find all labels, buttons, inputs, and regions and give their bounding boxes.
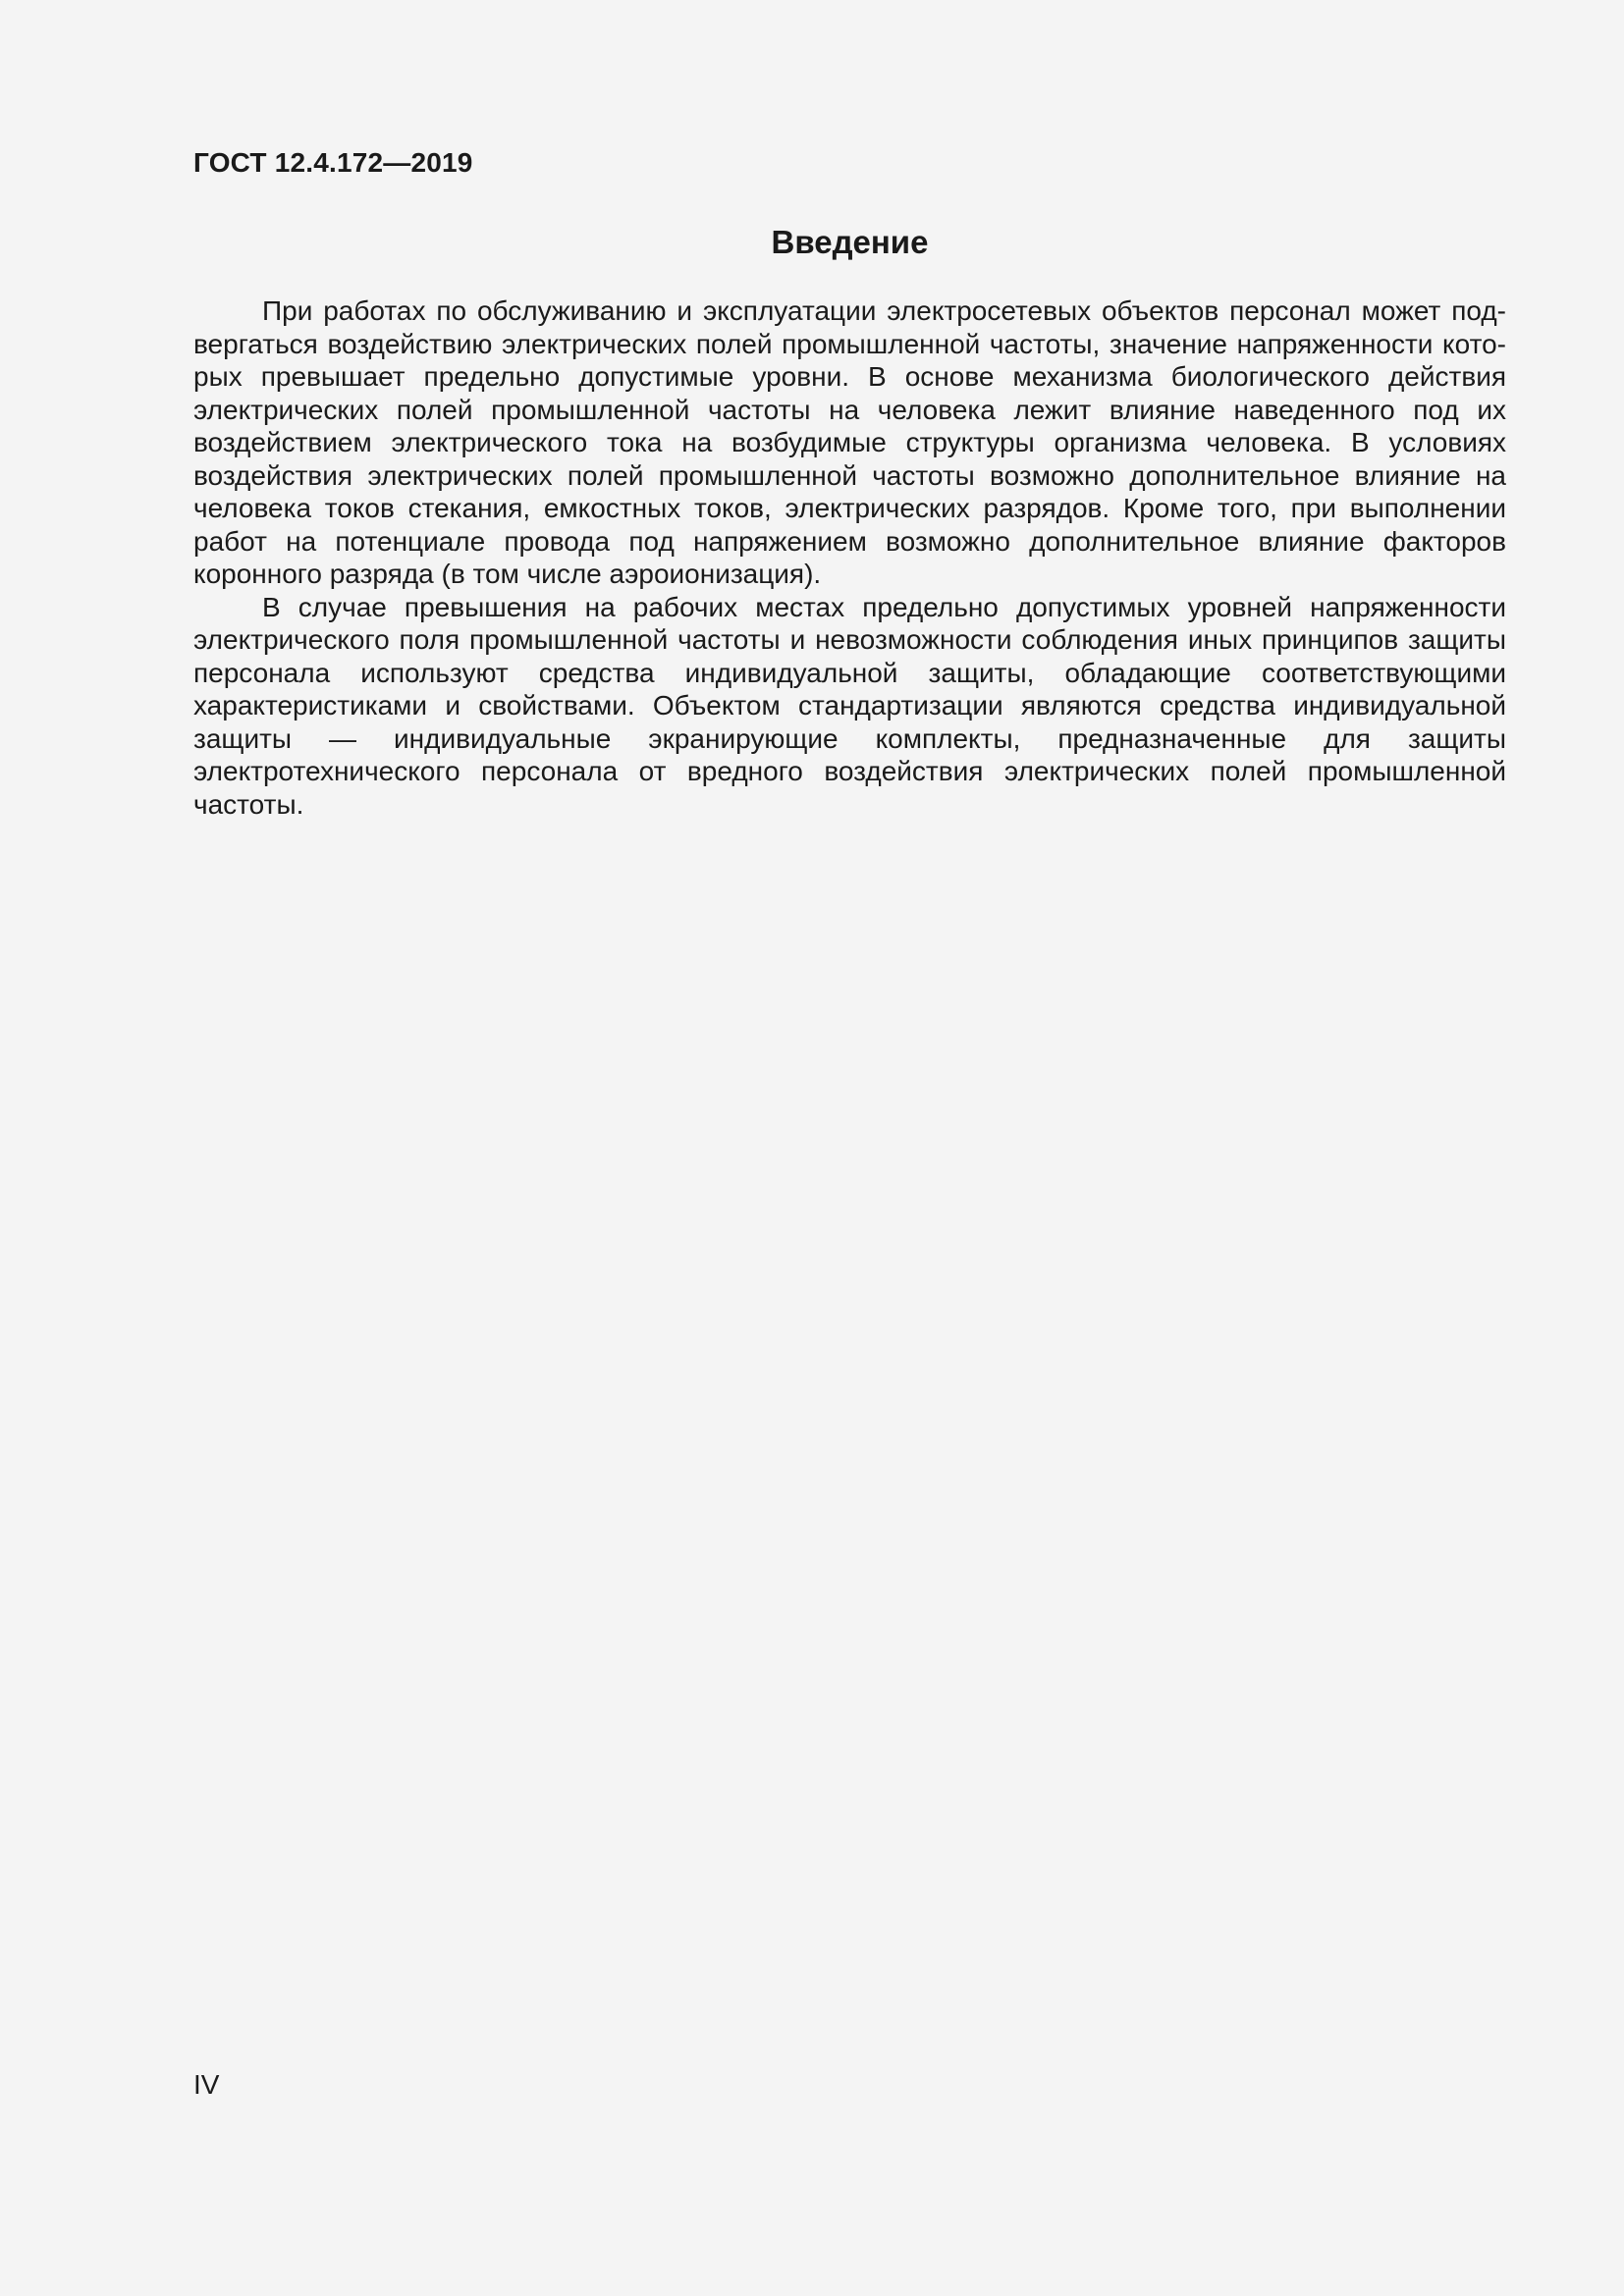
paragraph: При работах по обслуживанию и эксплуатации электросетевых объектов персонал может подвергаться воздействию электрических полей промышленной частоты, значение напряженности которых превышает предельно допустимые уровни. В основе механизма биологического действия электрических полей промышленной частоты на человека лежит влияние наведенного под их воздействием электрического тока на возбудимые структуры организма человека. В условиях воздействия электрических полей промышленной частоты возможно дополнительное влияние на человека токов стекания, емкостных токов, электрических разрядов. Кроме того, при выполнении работ на потенциале провода под напряжением возможно дополнительное влияние факторов коронного разряда (в том числе аэроионизация). bbox=[193, 295, 1506, 589]
section-body bbox=[193, 294, 1506, 821]
section-title: Введение bbox=[771, 224, 929, 260]
page-number: IV bbox=[193, 2069, 220, 2100]
document-code: ГОСТ 12.4.172—2019 bbox=[193, 147, 473, 178]
paragraph: В случае превышения на рабочих местах предельно допустимых уровней напряженности электрического поля промышленной частоты и невозможности соблюдения иных принципов защиты персонала используют средства индивидуальной защиты, обладающие соответствующими характеристиками и свойствами. Объектом стандартизации являются средства индивидуальной защиты — индивидуальные экранирующие комплекты, предназначенные для защиты электротехнического персонала от вредного воздействия электрических полей промышленной частоты. bbox=[193, 591, 1506, 820]
